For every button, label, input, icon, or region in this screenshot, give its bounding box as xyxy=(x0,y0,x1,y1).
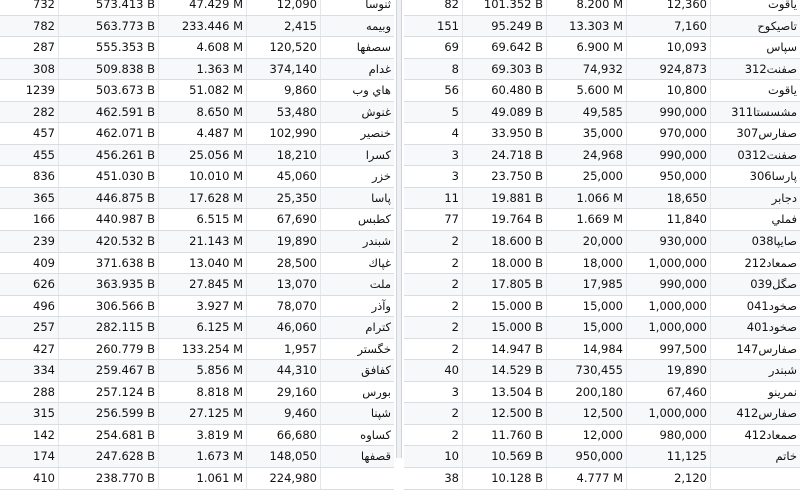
trade-value-cell: 13.504 B xyxy=(462,382,546,403)
price-cell: 224,980 xyxy=(246,468,320,489)
table-row[interactable] xyxy=(0,80,394,102)
symbol-cell: نمرينو xyxy=(710,382,800,403)
trade-volume-cell: 4.608 M xyxy=(158,37,246,58)
price-cell: 930,000 xyxy=(626,231,710,252)
trade-volume-cell: 950,000 xyxy=(546,446,626,467)
table-row[interactable] xyxy=(0,274,394,296)
trade-value-cell: 440.987 B xyxy=(58,209,158,230)
table-row[interactable] xyxy=(404,0,800,16)
table-row[interactable] xyxy=(0,231,394,253)
trade-value-cell: 254.681 B xyxy=(58,425,158,446)
trade-volume-cell: 5.856 M xyxy=(158,360,246,381)
trade-count-cell: 410 xyxy=(33,471,55,486)
trade-count-cell: 836 xyxy=(33,169,55,184)
trade-count-cell: 77 xyxy=(444,212,459,227)
price-cell: 19,890 xyxy=(626,360,710,381)
trade-volume-cell: 4.777 M xyxy=(546,468,626,489)
table-row[interactable] xyxy=(0,296,394,318)
price-cell: 2,415 xyxy=(246,16,320,37)
table-row[interactable] xyxy=(404,382,800,404)
price-cell: 78,070 xyxy=(246,296,320,317)
price-cell: 980,000 xyxy=(626,425,710,446)
price-cell: 1,957 xyxy=(246,339,320,360)
symbol-cell: قصفها xyxy=(320,446,394,467)
symbol-cell: صخود401 xyxy=(710,317,800,338)
symbol-cell: مشسستا311 xyxy=(710,102,800,123)
price-cell: 1,000,000 xyxy=(626,253,710,274)
symbol-cell: وبيمه xyxy=(320,16,394,37)
symbol-cell: تاصيكوح xyxy=(710,16,800,37)
trade-count-cell: 782 xyxy=(33,18,55,33)
trade-count-cell: 11 xyxy=(444,190,459,205)
table-row[interactable] xyxy=(0,360,394,382)
table-row[interactable] xyxy=(404,37,800,59)
table-row[interactable] xyxy=(404,446,800,468)
table-row[interactable] xyxy=(404,102,800,124)
trade-value-cell: 282.115 B xyxy=(58,317,158,338)
trade-count-cell: 3 xyxy=(451,169,459,184)
table-row[interactable] xyxy=(0,166,394,188)
table-row[interactable] xyxy=(404,274,800,296)
trade-count-cell: 151 xyxy=(437,18,459,33)
left-table xyxy=(0,0,394,490)
trade-value-cell: 462.071 B xyxy=(58,123,158,144)
symbol-cell: صفارس147 xyxy=(710,339,800,360)
trade-volume-cell: 74,932 xyxy=(546,59,626,80)
trade-count-cell: 38 xyxy=(444,471,459,486)
price-cell: 67,690 xyxy=(246,209,320,230)
trade-volume-cell: 3.927 M xyxy=(158,296,246,317)
symbol-cell: هاي وب xyxy=(320,80,394,101)
symbol-cell: شبندر xyxy=(710,360,800,381)
trade-count-cell: 82 xyxy=(444,0,459,11)
trade-volume-cell: 133.254 M xyxy=(158,339,246,360)
trade-volume-cell: 47.429 M xyxy=(158,0,246,15)
trade-volume-cell: 21.143 M xyxy=(158,231,246,252)
table-row[interactable] xyxy=(404,253,800,275)
table-row[interactable] xyxy=(404,231,800,253)
table-row[interactable] xyxy=(0,446,394,468)
symbol-cell: سصفها xyxy=(320,37,394,58)
symbol-cell: ياقوت xyxy=(710,80,800,101)
trade-value-cell: 17.805 B xyxy=(462,274,546,295)
symbol-cell: ثنوسا xyxy=(320,0,394,15)
symbol-cell: وآذر xyxy=(320,296,394,317)
symbol-cell: كترام xyxy=(320,317,394,338)
table-row[interactable] xyxy=(0,253,394,275)
trade-count-cell: 166 xyxy=(33,212,55,227)
price-cell: 1,000,000 xyxy=(626,296,710,317)
symbol-cell: خزر xyxy=(320,166,394,187)
symbol-cell: غنوش xyxy=(320,102,394,123)
trade-count-cell: 315 xyxy=(33,406,55,421)
symbol-cell: غدام xyxy=(320,59,394,80)
right-table xyxy=(404,0,800,490)
trade-volume-cell: 6.125 M xyxy=(158,317,246,338)
trade-count-cell: 257 xyxy=(33,320,55,335)
trade-count-cell: 287 xyxy=(33,40,55,55)
trade-count-cell: 4 xyxy=(451,126,459,141)
trade-volume-cell: 200,180 xyxy=(546,382,626,403)
trade-value-cell: 15.000 B xyxy=(462,317,546,338)
trade-value-cell: 451.030 B xyxy=(58,166,158,187)
price-cell: 46,060 xyxy=(246,317,320,338)
price-cell: 66,680 xyxy=(246,425,320,446)
trade-count-cell: 40 xyxy=(444,363,459,378)
trade-count-cell: 365 xyxy=(33,190,55,205)
trade-value-cell: 257.124 B xyxy=(58,382,158,403)
trade-value-cell: 555.353 B xyxy=(58,37,158,58)
trade-count-cell: 8 xyxy=(451,61,459,76)
table-row[interactable] xyxy=(404,403,800,425)
trade-count-cell: 3 xyxy=(451,147,459,162)
table-row[interactable] xyxy=(404,16,800,38)
trade-value-cell: 11.760 B xyxy=(462,425,546,446)
symbol-cell: غپاك xyxy=(320,253,394,274)
price-cell: 13,070 xyxy=(246,274,320,295)
trade-count-cell: 732 xyxy=(33,0,55,11)
trade-volume-cell: 35,000 xyxy=(546,123,626,144)
table-row[interactable] xyxy=(404,317,800,339)
price-cell: 11,840 xyxy=(626,209,710,230)
price-cell: 28,500 xyxy=(246,253,320,274)
trade-volume-cell: 15,000 xyxy=(546,317,626,338)
price-cell: 67,460 xyxy=(626,382,710,403)
trade-count-cell: 2 xyxy=(451,320,459,335)
table-row[interactable] xyxy=(0,468,394,490)
trade-volume-cell: 10.010 M xyxy=(158,166,246,187)
price-cell: 45,060 xyxy=(246,166,320,187)
trade-value-cell: 69.642 B xyxy=(462,37,546,58)
trade-volume-cell: 730,455 xyxy=(546,360,626,381)
trade-value-cell: 60.480 B xyxy=(462,80,546,101)
trade-volume-cell: 18,000 xyxy=(546,253,626,274)
table-row[interactable] xyxy=(0,209,394,231)
trade-count-cell: 2 xyxy=(451,427,459,442)
trade-volume-cell: 25,000 xyxy=(546,166,626,187)
trade-count-cell: 174 xyxy=(33,449,55,464)
price-cell: 9,460 xyxy=(246,403,320,424)
table-row[interactable] xyxy=(404,339,800,361)
trade-value-cell: 573.413 B xyxy=(58,0,158,15)
symbol-cell xyxy=(320,468,394,489)
table-row[interactable] xyxy=(0,59,394,81)
trade-value-cell: 23.750 B xyxy=(462,166,546,187)
trade-volume-cell: 13.303 M xyxy=(546,16,626,37)
symbol-cell: پارسا306 xyxy=(710,166,800,187)
trade-value-cell: 14.529 B xyxy=(462,360,546,381)
trade-value-cell: 247.628 B xyxy=(58,446,158,467)
table-row[interactable] xyxy=(0,188,394,210)
trade-volume-cell: 1.066 M xyxy=(546,188,626,209)
price-cell: 148,050 xyxy=(246,446,320,467)
table-row[interactable] xyxy=(404,360,800,382)
trade-value-cell: 462.591 B xyxy=(58,102,158,123)
table-row[interactable] xyxy=(404,468,800,490)
table-row[interactable] xyxy=(0,403,394,425)
trade-volume-cell: 8.200 M xyxy=(546,0,626,15)
trade-count-cell: 308 xyxy=(33,61,55,76)
symbol-cell: پاسا xyxy=(320,188,394,209)
price-cell: 1,000,000 xyxy=(626,317,710,338)
trade-volume-cell: 1.673 M xyxy=(158,446,246,467)
trade-volume-cell: 1.061 M xyxy=(158,468,246,489)
trade-value-cell: 24.718 B xyxy=(462,145,546,166)
price-cell: 10,800 xyxy=(626,80,710,101)
trade-value-cell: 446.875 B xyxy=(58,188,158,209)
trade-volume-cell: 4.487 M xyxy=(158,123,246,144)
trade-count-cell: 2 xyxy=(451,234,459,249)
trade-count-cell: 2 xyxy=(451,341,459,356)
trade-value-cell: 18.000 B xyxy=(462,253,546,274)
table-row[interactable] xyxy=(0,16,394,38)
price-cell: 18,650 xyxy=(626,188,710,209)
symbol-cell: دجابر xyxy=(710,188,800,209)
price-cell: 44,310 xyxy=(246,360,320,381)
trade-volume-cell: 12,500 xyxy=(546,403,626,424)
trade-volume-cell: 1.363 M xyxy=(158,59,246,80)
trade-count-cell: 2 xyxy=(451,255,459,270)
trade-value-cell: 363.935 B xyxy=(58,274,158,295)
price-cell: 2,120 xyxy=(626,468,710,489)
trade-value-cell: 49.089 B xyxy=(462,102,546,123)
trade-volume-cell: 5.600 M xyxy=(546,80,626,101)
price-cell: 12,090 xyxy=(246,0,320,15)
trade-value-cell: 509.838 B xyxy=(58,59,158,80)
table-row[interactable] xyxy=(404,123,800,145)
table-row[interactable] xyxy=(0,37,394,59)
trade-count-cell: 457 xyxy=(33,126,55,141)
trade-count-cell: 2 xyxy=(451,277,459,292)
price-cell: 102,990 xyxy=(246,123,320,144)
price-cell: 1,000,000 xyxy=(626,403,710,424)
trade-value-cell: 19.764 B xyxy=(462,209,546,230)
symbol-cell xyxy=(710,468,800,489)
price-cell: 970,000 xyxy=(626,123,710,144)
trade-volume-cell: 8.650 M xyxy=(158,102,246,123)
trade-value-cell: 95.249 B xyxy=(462,16,546,37)
symbol-cell: فملي xyxy=(710,209,800,230)
trade-count-cell: 239 xyxy=(33,234,55,249)
symbol-cell: خاتم xyxy=(710,446,800,467)
price-cell: 990,000 xyxy=(626,274,710,295)
symbol-cell: سپاس xyxy=(710,37,800,58)
trade-volume-cell: 14,984 xyxy=(546,339,626,360)
trade-value-cell: 371.638 B xyxy=(58,253,158,274)
price-cell: 25,350 xyxy=(246,188,320,209)
trade-count-cell: 334 xyxy=(33,363,55,378)
symbol-cell: صفنت312 xyxy=(710,59,800,80)
symbol-cell: كطبس xyxy=(320,209,394,230)
trade-count-cell: 496 xyxy=(33,298,55,313)
trade-volume-cell: 17,985 xyxy=(546,274,626,295)
trade-count-cell: 10 xyxy=(444,449,459,464)
price-cell: 120,520 xyxy=(246,37,320,58)
table-row[interactable] xyxy=(404,80,800,102)
table-row[interactable] xyxy=(0,382,394,404)
trade-volume-cell: 8.818 M xyxy=(158,382,246,403)
symbol-cell: صفارس412 xyxy=(710,403,800,424)
table-row[interactable] xyxy=(0,425,394,447)
trade-count-cell: 455 xyxy=(33,147,55,162)
table-row[interactable] xyxy=(404,296,800,318)
trade-count-cell: 2 xyxy=(451,406,459,421)
trade-volume-cell: 27.125 M xyxy=(158,403,246,424)
table-row[interactable] xyxy=(404,59,800,81)
price-cell: 990,000 xyxy=(626,145,710,166)
trade-count-cell: 69 xyxy=(444,40,459,55)
trade-value-cell: 420.532 B xyxy=(58,231,158,252)
trade-value-cell: 10.128 B xyxy=(462,468,546,489)
trade-count-cell: 1239 xyxy=(25,83,55,98)
symbol-cell: ياقوت xyxy=(710,0,800,15)
price-cell: 29,160 xyxy=(246,382,320,403)
trade-value-cell: 238.770 B xyxy=(58,468,158,489)
table-row[interactable] xyxy=(0,317,394,339)
trade-value-cell: 14.947 B xyxy=(462,339,546,360)
trade-volume-cell: 49,585 xyxy=(546,102,626,123)
trade-volume-cell: 233.446 M xyxy=(158,16,246,37)
trade-value-cell: 456.261 B xyxy=(58,145,158,166)
trade-count-cell: 5 xyxy=(451,104,459,119)
price-cell: 7,160 xyxy=(626,16,710,37)
trade-volume-cell: 15,000 xyxy=(546,296,626,317)
table-row[interactable] xyxy=(0,339,394,361)
trade-value-cell: 563.773 B xyxy=(58,16,158,37)
trade-volume-cell: 24,968 xyxy=(546,145,626,166)
symbol-cell: ملت xyxy=(320,274,394,295)
table-row[interactable] xyxy=(0,123,394,145)
trade-count-cell: 282 xyxy=(33,104,55,119)
trade-value-cell: 19.881 B xyxy=(462,188,546,209)
trade-value-cell: 69.303 B xyxy=(462,59,546,80)
price-cell: 997,500 xyxy=(626,339,710,360)
symbol-cell: بورس xyxy=(320,382,394,403)
trade-volume-cell: 20,000 xyxy=(546,231,626,252)
panel-divider[interactable] xyxy=(396,0,402,458)
symbol-cell: كساوه xyxy=(320,425,394,446)
price-cell: 12,360 xyxy=(626,0,710,15)
price-cell: 374,140 xyxy=(246,59,320,80)
symbol-cell: صگل039 xyxy=(710,274,800,295)
trade-count-cell: 56 xyxy=(444,83,459,98)
trade-count-cell: 427 xyxy=(33,341,55,356)
trade-volume-cell: 12,000 xyxy=(546,425,626,446)
price-cell: 18,210 xyxy=(246,145,320,166)
table-row[interactable] xyxy=(0,102,394,124)
table-row[interactable] xyxy=(404,425,800,447)
price-cell: 11,125 xyxy=(626,446,710,467)
trade-value-cell: 306.566 B xyxy=(58,296,158,317)
trade-volume-cell: 1.669 M xyxy=(546,209,626,230)
symbol-cell: خگستر xyxy=(320,339,394,360)
price-cell: 9,860 xyxy=(246,80,320,101)
table-row[interactable] xyxy=(404,209,800,231)
symbol-cell: صخود041 xyxy=(710,296,800,317)
trade-count-cell: 142 xyxy=(33,427,55,442)
trade-count-cell: 626 xyxy=(33,277,55,292)
trade-count-cell: 288 xyxy=(33,384,55,399)
table-row[interactable] xyxy=(404,188,800,210)
symbol-cell: صفنت0312 xyxy=(710,145,800,166)
trade-value-cell: 503.673 B xyxy=(58,80,158,101)
trade-volume-cell: 6.900 M xyxy=(546,37,626,58)
table-row[interactable] xyxy=(0,0,394,16)
price-cell: 924,873 xyxy=(626,59,710,80)
trade-volume-cell: 51.082 M xyxy=(158,80,246,101)
price-cell: 950,000 xyxy=(626,166,710,187)
trade-value-cell: 101.352 B xyxy=(462,0,546,15)
symbol-cell: خنصير xyxy=(320,123,394,144)
trade-value-cell: 33.950 B xyxy=(462,123,546,144)
symbol-cell: كفافق xyxy=(320,360,394,381)
trade-value-cell: 15.000 B xyxy=(462,296,546,317)
symbol-cell: شپنا xyxy=(320,403,394,424)
symbol-cell: صمعاد212 xyxy=(710,253,800,274)
price-cell: 990,000 xyxy=(626,102,710,123)
trade-volume-cell: 13.040 M xyxy=(158,253,246,274)
trade-value-cell: 18.600 B xyxy=(462,231,546,252)
trade-volume-cell: 3.819 M xyxy=(158,425,246,446)
symbol-cell: صفارس307 xyxy=(710,123,800,144)
symbol-cell: صمعاد412 xyxy=(710,425,800,446)
table-row[interactable] xyxy=(404,145,800,167)
trade-value-cell: 259.467 B xyxy=(58,360,158,381)
price-cell: 19,890 xyxy=(246,231,320,252)
symbol-cell: كسرا xyxy=(320,145,394,166)
trade-volume-cell: 6.515 M xyxy=(158,209,246,230)
trade-volume-cell: 25.056 M xyxy=(158,145,246,166)
trade-volume-cell: 17.628 M xyxy=(158,188,246,209)
trade-value-cell: 256.599 B xyxy=(58,403,158,424)
trade-count-cell: 3 xyxy=(451,384,459,399)
table-row[interactable] xyxy=(0,145,394,167)
symbol-cell: صايپا038 xyxy=(710,231,800,252)
trade-volume-cell: 27.845 M xyxy=(158,274,246,295)
price-cell: 53,480 xyxy=(246,102,320,123)
trade-count-cell: 2 xyxy=(451,298,459,313)
table-row[interactable] xyxy=(404,166,800,188)
trade-value-cell: 12.500 B xyxy=(462,403,546,424)
trade-count-cell: 409 xyxy=(33,255,55,270)
trade-value-cell: 260.779 B xyxy=(58,339,158,360)
price-cell: 10,093 xyxy=(626,37,710,58)
trade-value-cell: 10.569 B xyxy=(462,446,546,467)
symbol-cell: شبندر xyxy=(320,231,394,252)
